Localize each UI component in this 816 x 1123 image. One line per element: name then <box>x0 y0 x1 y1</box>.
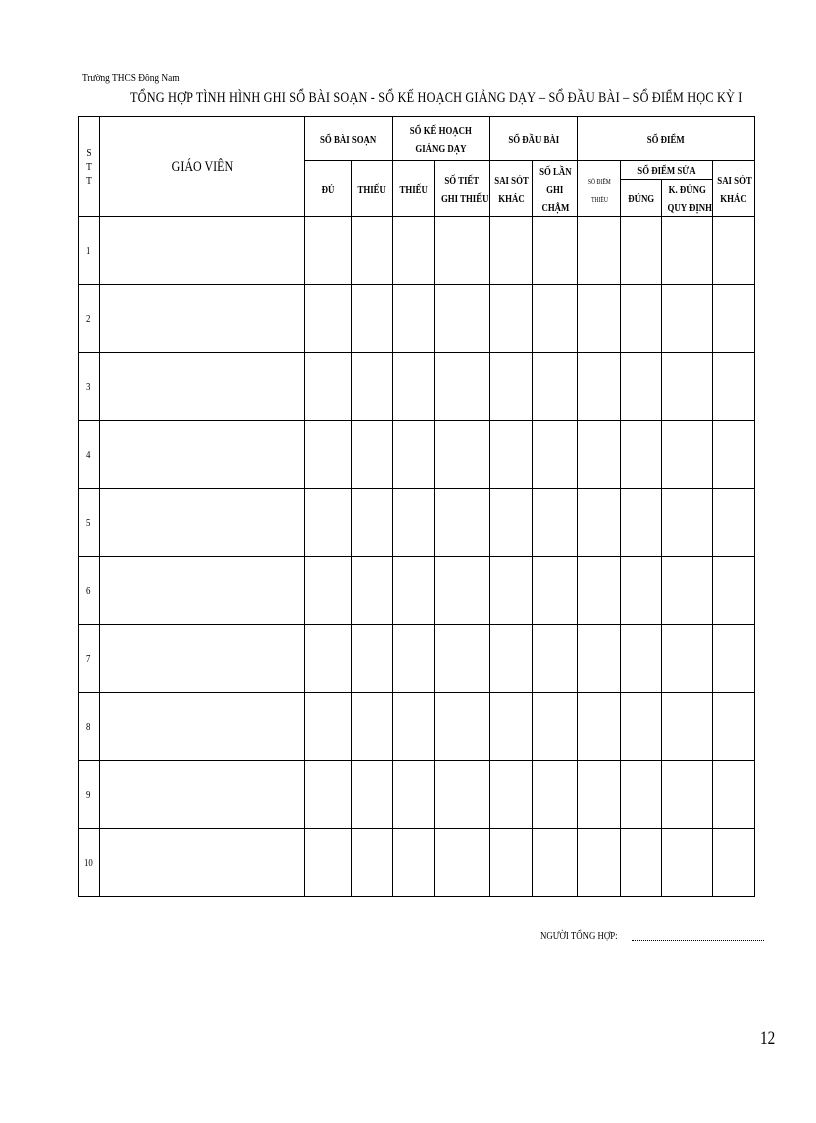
entry-cell[interactable] <box>393 421 435 489</box>
entry-cell[interactable] <box>393 693 435 761</box>
entry-cell[interactable] <box>490 489 533 557</box>
teacher-name-cell[interactable] <box>100 353 305 421</box>
entry-cell[interactable] <box>662 829 713 897</box>
col-header-du: ĐỦ <box>305 161 352 217</box>
row-number-cell <box>79 557 100 625</box>
entry-cell[interactable] <box>435 557 490 625</box>
entry-cell[interactable] <box>578 625 621 693</box>
entry-cell[interactable] <box>352 421 393 489</box>
row-number: 3 <box>86 380 91 393</box>
entry-cell[interactable] <box>578 761 621 829</box>
page-number: 12 <box>760 1028 776 1049</box>
teacher-name-cell[interactable] <box>100 693 305 761</box>
stt-letter: T <box>86 174 92 187</box>
teacher-name-cell[interactable] <box>100 829 305 897</box>
stt-letter: T <box>86 160 92 173</box>
group-header-grade-corrections: SỔ ĐIỂM SỬA <box>621 161 713 180</box>
col-header-k-dung-quy-dinh: K. ĐÚNG QUY ĐỊNH <box>662 180 713 217</box>
entry-cell[interactable] <box>621 693 662 761</box>
entry-cell[interactable] <box>662 557 713 625</box>
row-number: 8 <box>86 720 91 733</box>
entry-cell[interactable] <box>713 421 755 489</box>
table-row <box>79 489 755 557</box>
row-number-cell <box>79 761 100 829</box>
col-header-sai-sot-khac-2: SAI SÓT KHÁC <box>713 161 755 217</box>
entry-cell[interactable] <box>490 693 533 761</box>
table-row <box>79 829 755 897</box>
col-header-sai-sot-khac: SAI SÓT KHÁC <box>490 161 533 217</box>
entry-cell[interactable] <box>662 421 713 489</box>
entry-cell[interactable] <box>305 285 352 353</box>
entry-cell[interactable] <box>393 557 435 625</box>
entry-cell[interactable] <box>352 353 393 421</box>
row-number-cell <box>79 217 100 285</box>
entry-cell[interactable] <box>490 625 533 693</box>
entry-cell[interactable] <box>393 285 435 353</box>
col-header-so-diem-thieu: SỐ ĐIỂM THIẾU <box>578 161 621 217</box>
entry-cell[interactable] <box>435 421 490 489</box>
entry-cell[interactable] <box>435 217 490 285</box>
entry-cell[interactable] <box>305 625 352 693</box>
entry-cell[interactable] <box>713 285 755 353</box>
document-title: TỔNG HỢP TÌNH HÌNH GHI SỔ BÀI SOẠN - SỔ KẾ HOẠCH GIẢNG DẠY – SỔ ĐẦU BÀI – SỔ ĐIỂM HỌC KỲ I <box>130 90 743 106</box>
table-body <box>79 217 755 897</box>
stt-letter: S <box>86 146 92 159</box>
school-name: Trường THCS Đông Nam <box>82 72 180 84</box>
entry-cell[interactable] <box>662 761 713 829</box>
row-number-cell <box>79 489 100 557</box>
entry-cell[interactable] <box>533 217 578 285</box>
entry-cell[interactable] <box>713 557 755 625</box>
row-number: 4 <box>86 448 91 461</box>
entry-cell[interactable] <box>578 693 621 761</box>
entry-cell[interactable] <box>490 421 533 489</box>
entry-cell[interactable] <box>490 285 533 353</box>
entry-cell[interactable] <box>533 829 578 897</box>
entry-cell[interactable] <box>713 489 755 557</box>
group-header-grade-book: SỔ ĐIỂM <box>578 117 755 161</box>
entry-cell[interactable] <box>621 353 662 421</box>
entry-cell[interactable] <box>621 489 662 557</box>
table-row <box>79 421 755 489</box>
entry-cell[interactable] <box>393 489 435 557</box>
row-number-cell <box>79 421 100 489</box>
entry-cell[interactable] <box>435 693 490 761</box>
table-row <box>79 693 755 761</box>
col-header-so-tiet-ghi-thieu: SỐ TIẾT GHI THIẾU <box>435 161 490 217</box>
entry-cell[interactable] <box>621 625 662 693</box>
entry-cell[interactable] <box>662 625 713 693</box>
entry-cell[interactable] <box>533 285 578 353</box>
table-row <box>79 217 755 285</box>
entry-cell[interactable] <box>393 353 435 421</box>
entry-cell[interactable] <box>352 625 393 693</box>
teacher-name-cell[interactable] <box>100 217 305 285</box>
table-row <box>79 625 755 693</box>
entry-cell[interactable] <box>305 421 352 489</box>
entry-cell[interactable] <box>305 217 352 285</box>
entry-cell[interactable] <box>352 829 393 897</box>
row-number: 6 <box>86 584 91 597</box>
entry-cell[interactable] <box>435 285 490 353</box>
teacher-name-cell[interactable] <box>100 489 305 557</box>
entry-cell[interactable] <box>533 693 578 761</box>
row-number-cell <box>79 829 100 897</box>
entry-cell[interactable] <box>393 217 435 285</box>
teacher-name-cell[interactable] <box>100 421 305 489</box>
entry-cell[interactable] <box>393 761 435 829</box>
entry-cell[interactable] <box>662 353 713 421</box>
entry-cell[interactable] <box>352 761 393 829</box>
entry-cell[interactable] <box>352 285 393 353</box>
teacher-name-cell[interactable] <box>100 625 305 693</box>
row-number-cell <box>79 353 100 421</box>
row-number: 10 <box>83 856 93 869</box>
entry-cell[interactable] <box>662 285 713 353</box>
entry-cell[interactable] <box>393 829 435 897</box>
entry-cell[interactable] <box>578 421 621 489</box>
entry-cell[interactable] <box>533 625 578 693</box>
entry-cell[interactable] <box>490 557 533 625</box>
signer-line <box>540 930 637 942</box>
table-row <box>79 353 755 421</box>
col-header-dung: ĐÚNG <box>621 180 662 217</box>
entry-cell[interactable] <box>533 353 578 421</box>
stt-header <box>79 117 100 217</box>
entry-cell[interactable] <box>435 829 490 897</box>
entry-cell[interactable] <box>662 489 713 557</box>
entry-cell[interactable] <box>490 761 533 829</box>
entry-cell[interactable] <box>533 557 578 625</box>
entry-cell[interactable] <box>621 217 662 285</box>
entry-cell[interactable] <box>578 829 621 897</box>
group-header-class-log: SỔ ĐẦU BÀI <box>490 117 578 161</box>
entry-cell[interactable] <box>578 217 621 285</box>
entry-cell[interactable] <box>621 421 662 489</box>
table-row <box>79 557 755 625</box>
teacher-name-cell[interactable] <box>100 761 305 829</box>
entry-cell[interactable] <box>578 353 621 421</box>
entry-cell[interactable] <box>490 829 533 897</box>
entry-cell[interactable] <box>305 557 352 625</box>
row-number-cell <box>79 625 100 693</box>
row-number: 5 <box>86 516 91 529</box>
entry-cell[interactable] <box>621 557 662 625</box>
entry-cell[interactable] <box>352 489 393 557</box>
col-header-thieu: THIẾU <box>352 161 393 217</box>
entry-cell[interactable] <box>305 693 352 761</box>
entry-cell[interactable] <box>352 693 393 761</box>
signature-dotted-line <box>632 940 764 941</box>
entry-cell[interactable] <box>533 489 578 557</box>
entry-cell[interactable] <box>305 489 352 557</box>
entry-cell[interactable] <box>352 217 393 285</box>
entry-cell[interactable] <box>490 217 533 285</box>
teacher-header: GIÁO VIÊN <box>100 117 305 217</box>
entry-cell[interactable] <box>713 761 755 829</box>
entry-cell[interactable] <box>578 285 621 353</box>
group-header-lesson-plan: SỔ BÀI SOẠN <box>305 117 393 161</box>
row-number: 2 <box>86 312 91 325</box>
signer-label: NGƯỜI TỔNG HỢP: <box>540 930 618 942</box>
teacher-name-cell[interactable] <box>100 557 305 625</box>
header-row-1 <box>79 117 755 161</box>
row-number: 7 <box>86 652 91 665</box>
row-number: 1 <box>86 244 91 257</box>
entry-cell[interactable] <box>621 761 662 829</box>
col-header-so-lan-ghi-cham: SỐ LẦN GHI CHẬM <box>533 161 578 217</box>
table-row <box>79 285 755 353</box>
entry-cell[interactable] <box>621 285 662 353</box>
entry-cell[interactable] <box>578 489 621 557</box>
entry-cell[interactable] <box>578 557 621 625</box>
summary-table <box>78 116 755 897</box>
entry-cell[interactable] <box>621 829 662 897</box>
teacher-name-cell[interactable] <box>100 285 305 353</box>
entry-cell[interactable] <box>713 829 755 897</box>
entry-cell[interactable] <box>305 353 352 421</box>
entry-cell[interactable] <box>662 693 713 761</box>
entry-cell[interactable] <box>490 353 533 421</box>
entry-cell[interactable] <box>435 489 490 557</box>
entry-cell[interactable] <box>305 829 352 897</box>
entry-cell[interactable] <box>305 761 352 829</box>
col-header-thieu-2: THIẾU <box>393 161 435 217</box>
table-row <box>79 761 755 829</box>
entry-cell[interactable] <box>713 625 755 693</box>
entry-cell[interactable] <box>713 353 755 421</box>
entry-cell[interactable] <box>393 625 435 693</box>
entry-cell[interactable] <box>713 217 755 285</box>
group-header-teaching-plan: SỔ KẾ HOẠCH GIẢNG DẠY <box>393 117 490 161</box>
entry-cell[interactable] <box>435 353 490 421</box>
entry-cell[interactable] <box>533 761 578 829</box>
row-number: 9 <box>86 788 91 801</box>
entry-cell[interactable] <box>662 217 713 285</box>
entry-cell[interactable] <box>435 625 490 693</box>
entry-cell[interactable] <box>435 761 490 829</box>
entry-cell[interactable] <box>533 421 578 489</box>
row-number-cell <box>79 693 100 761</box>
entry-cell[interactable] <box>713 693 755 761</box>
row-number-cell <box>79 285 100 353</box>
entry-cell[interactable] <box>352 557 393 625</box>
